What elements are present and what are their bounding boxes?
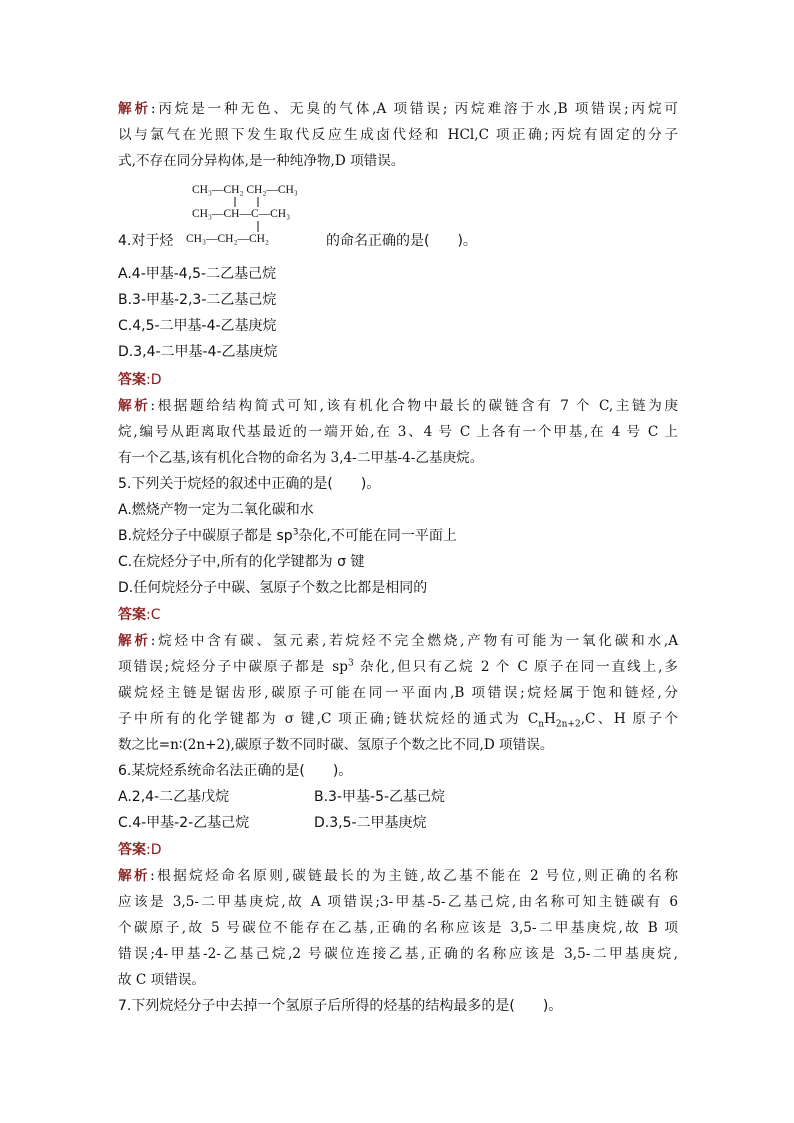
- q4-answer: 答案:D: [118, 372, 162, 388]
- q6-option-a: A.2,4-二乙基戊烷: [118, 789, 230, 805]
- q5-analysis-line-3: 碳烷烃主链是锯齿形,碳原子可能在同一平面内,B 项错误;烷烃属于饱和链烃,分: [118, 685, 678, 701]
- structure-row-3: CH₃—CH₂—CH₂: [186, 233, 269, 245]
- q6-answer: 答案:D: [118, 842, 162, 858]
- q4-analysis-line-2: 烷,编号从距离取代基最近的一端开始,在 3、4 号 C 上各有一个甲基,在 4 号 C 上: [118, 424, 678, 440]
- q5-analysis-line-1: 解析:烷烃中含有碳、氢元素,若烷烃不完全燃烧,产物有可能为一氧化碳和水,A: [118, 633, 679, 649]
- q4-option-b: B.3-甲基-2,3-二乙基己烷: [118, 292, 277, 308]
- q4-option-c: C.4,5-二甲基-4-乙基庚烷: [118, 318, 277, 334]
- q6-analysis-line-4: 错误;4-甲基-2-乙基己烷,2 号碳位连接乙基,正确的名称应该是 3,5-二甲基庚烷,: [118, 946, 678, 962]
- q6-analysis-line-3: 个碳原子,故 5 号碳位不能存在乙基,正确的名称应该是 3,5-二甲基庚烷,故 B 项: [118, 920, 678, 936]
- q5-analysis-line-4: 子中所有的化学键都为 σ 键,C 项正确;链状烷烃的通式为 $C_nH_{2n+2},C$、H 原子个: [118, 711, 678, 730]
- q4-option-a: A.4-甲基-4,5-二乙基己烷: [118, 266, 277, 282]
- q3-analysis-line-2: 以与氯气在光照下发生取代反应生成卤代烃和 HCl,C 项正确;丙烷有固定的分子: [118, 127, 678, 143]
- q4-option-d: D.3,4-二甲基-4-乙基庚烷: [118, 344, 278, 360]
- q5-option-d: D.任何烷烃分子中碳、氢原子个数之比都是相同的: [118, 580, 428, 596]
- analysis-label: 解析: [118, 101, 151, 117]
- q6-options-row-2: [118, 813, 427, 833]
- q5-option-c: C.在烷烃分子中,所有的化学键都为 σ 键: [118, 554, 365, 570]
- q5-answer: 答案:C: [118, 607, 161, 623]
- q5-stem: 5.下列关于烷烃的叙述中正确的是( )。: [118, 476, 381, 492]
- q6-analysis-line-2: 应该是 3,5-二甲基庚烷,故 A 项错误;3-甲基-5-乙基己烷,由名称可知主链碳有 6: [118, 894, 678, 910]
- q5-analysis-line-2: 项错误;烷烃分子中碳原子都是 $sp^3$ 杂化,但只有乙烷 2 个 C 原子在同一直线上,多: [118, 658, 679, 675]
- q6-option-b: B.3-甲基-5-乙基己烷: [314, 789, 446, 805]
- q4-stem-prefix: 4.对于烃: [118, 233, 174, 249]
- q6-analysis-line-5: 故 C 项错误。: [118, 972, 206, 988]
- q7-stem: 7.下列烷烃分子中去掉一个氢原子后所得的烃基的结构最多的是( )。: [118, 998, 563, 1014]
- q3-analysis-line-1: 解析:丙烷是一种无色、无臭的气体,A 项错误; 丙烷难溶于水,B 项错误;丙烷可: [118, 101, 679, 117]
- q4-stem-suffix: 的命名正确的是( )。: [326, 233, 477, 249]
- structure-row-1: CH₃—CH₂ CH₂—CH₃: [192, 184, 298, 196]
- q6-analysis-line-1: 解析:根据烷烃命名原则,碳链最长的为主链,故乙基不能在 2 号位,则正确的名称: [118, 868, 678, 884]
- structure-bonds: [218, 196, 278, 236]
- q6-option-c: C.4-甲基-2-乙基己烷: [118, 815, 250, 831]
- q4-analysis-line-3: 有一个乙基,该有机化合物的命名为 3,4-二甲基-4-乙基庚烷。: [118, 450, 484, 466]
- structure-row-2: CH₃—CH—C—CH₃: [192, 208, 291, 220]
- q6-stem: 6.某烷烃系统命名法正确的是( )。: [118, 763, 353, 779]
- q3-analysis-line-3: 式,不存在同分异构体,是一种纯净物,D 项错误。: [118, 153, 405, 169]
- q5-option-a: A.燃烧产物一定为二氧化碳和水: [118, 502, 314, 518]
- q6-option-d: D.3,5-二甲基庚烷: [314, 815, 427, 831]
- q5-option-b: B.烷烃分子中碳原子都是 $sp^3$杂化,不可能在同一平面上: [118, 527, 457, 544]
- q4-analysis-line-1: 解析:根据题给结构简式可知,该有机化合物中最长的碳链含有 7 个 C,主链为庚: [118, 398, 679, 414]
- q5-analysis-line-5: 数之比=n∶(2n+2),碳原子数不同时碳、氢原子个数之比不同,D 项错误。: [118, 737, 554, 753]
- q6-options-row-1: [118, 787, 446, 807]
